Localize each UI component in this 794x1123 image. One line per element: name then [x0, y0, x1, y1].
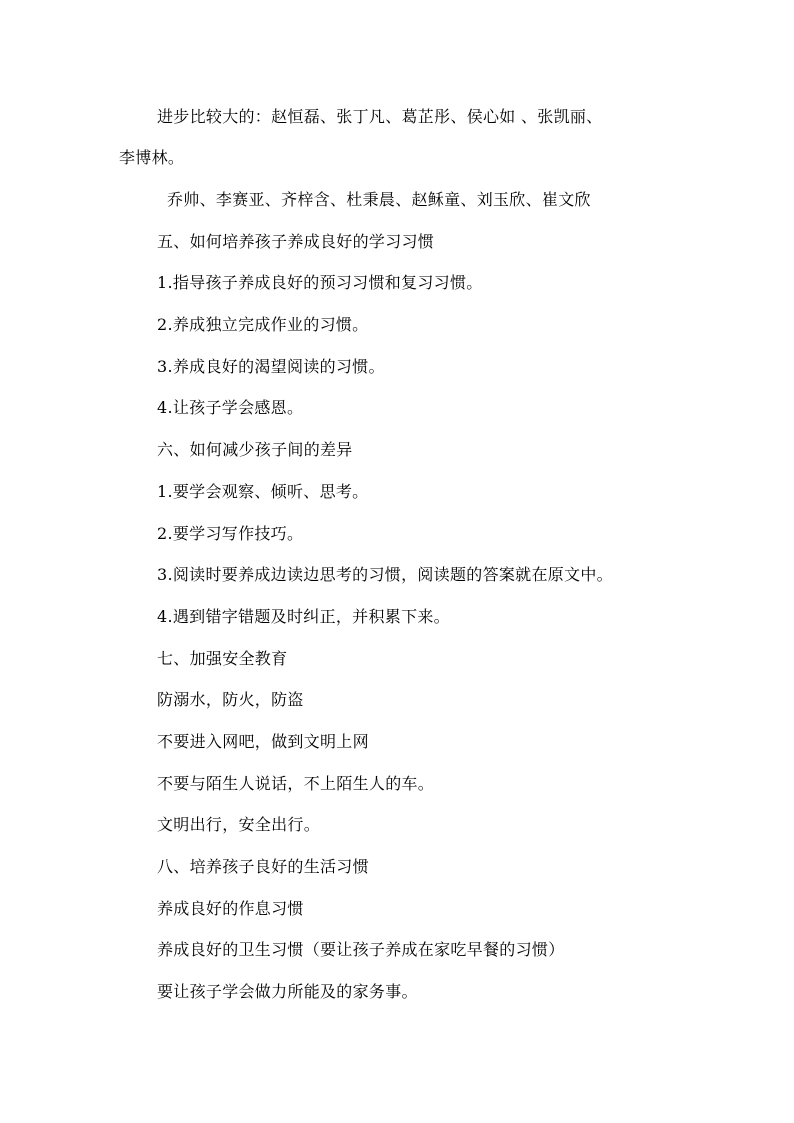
section-8-item: 要让孩子学会做力所能及的家务事。 [157, 982, 418, 1001]
section-5-item: 4.让孩子学会感恩。 [157, 398, 304, 417]
section-5-item: 3.养成良好的渴望阅读的习惯。 [157, 357, 385, 376]
section-5-item: 2.养成独立完成作业的习惯。 [157, 315, 369, 334]
section-7-item: 防溺水，防火，防盗 [157, 690, 304, 709]
section-7-heading: 七、加强安全教育 [157, 649, 288, 668]
section-5-heading: 五、如何培养孩子养成良好的学习习惯 [157, 232, 435, 251]
progress-names-line: 乔帅、李赛亚、齐梓含、杜秉晨、赵稣童、刘玉欣、崔文欣 [167, 190, 591, 209]
section-5-item: 1.指导孩子养成良好的预习习惯和复习习惯。 [157, 273, 483, 292]
section-8-item: 养成良好的作息习惯 [157, 899, 304, 918]
section-6-item: 1.要学会观察、倾听、思考。 [157, 482, 369, 501]
section-7-item: 不要与陌生人说话，不上陌生人的车。 [157, 774, 435, 793]
section-8-item: 养成良好的卫生习惯（要让孩子养成在家吃早餐的习惯） [157, 940, 565, 959]
progress-intro-continuation: 李博林。 [119, 148, 185, 167]
section-6-heading: 六、如何减少孩子间的差异 [157, 440, 353, 459]
progress-intro-line: 进步比较大的：赵恒磊、张丁凡、葛芷彤、侯心如 、张凯丽、 [157, 107, 603, 126]
section-7-item: 文明出行，安全出行。 [157, 815, 321, 834]
section-6-item: 3.阅读时要养成边读边思考的习惯，阅读题的答案就在原文中。 [157, 565, 613, 584]
section-6-item: 4.遇到错字错题及时纠正，并积累下来。 [157, 607, 450, 626]
section-6-item: 2.要学习写作技巧。 [157, 524, 304, 543]
section-7-item: 不要进入网吧，做到文明上网 [157, 732, 369, 751]
section-8-heading: 八、培养孩子良好的生活习惯 [157, 857, 369, 876]
